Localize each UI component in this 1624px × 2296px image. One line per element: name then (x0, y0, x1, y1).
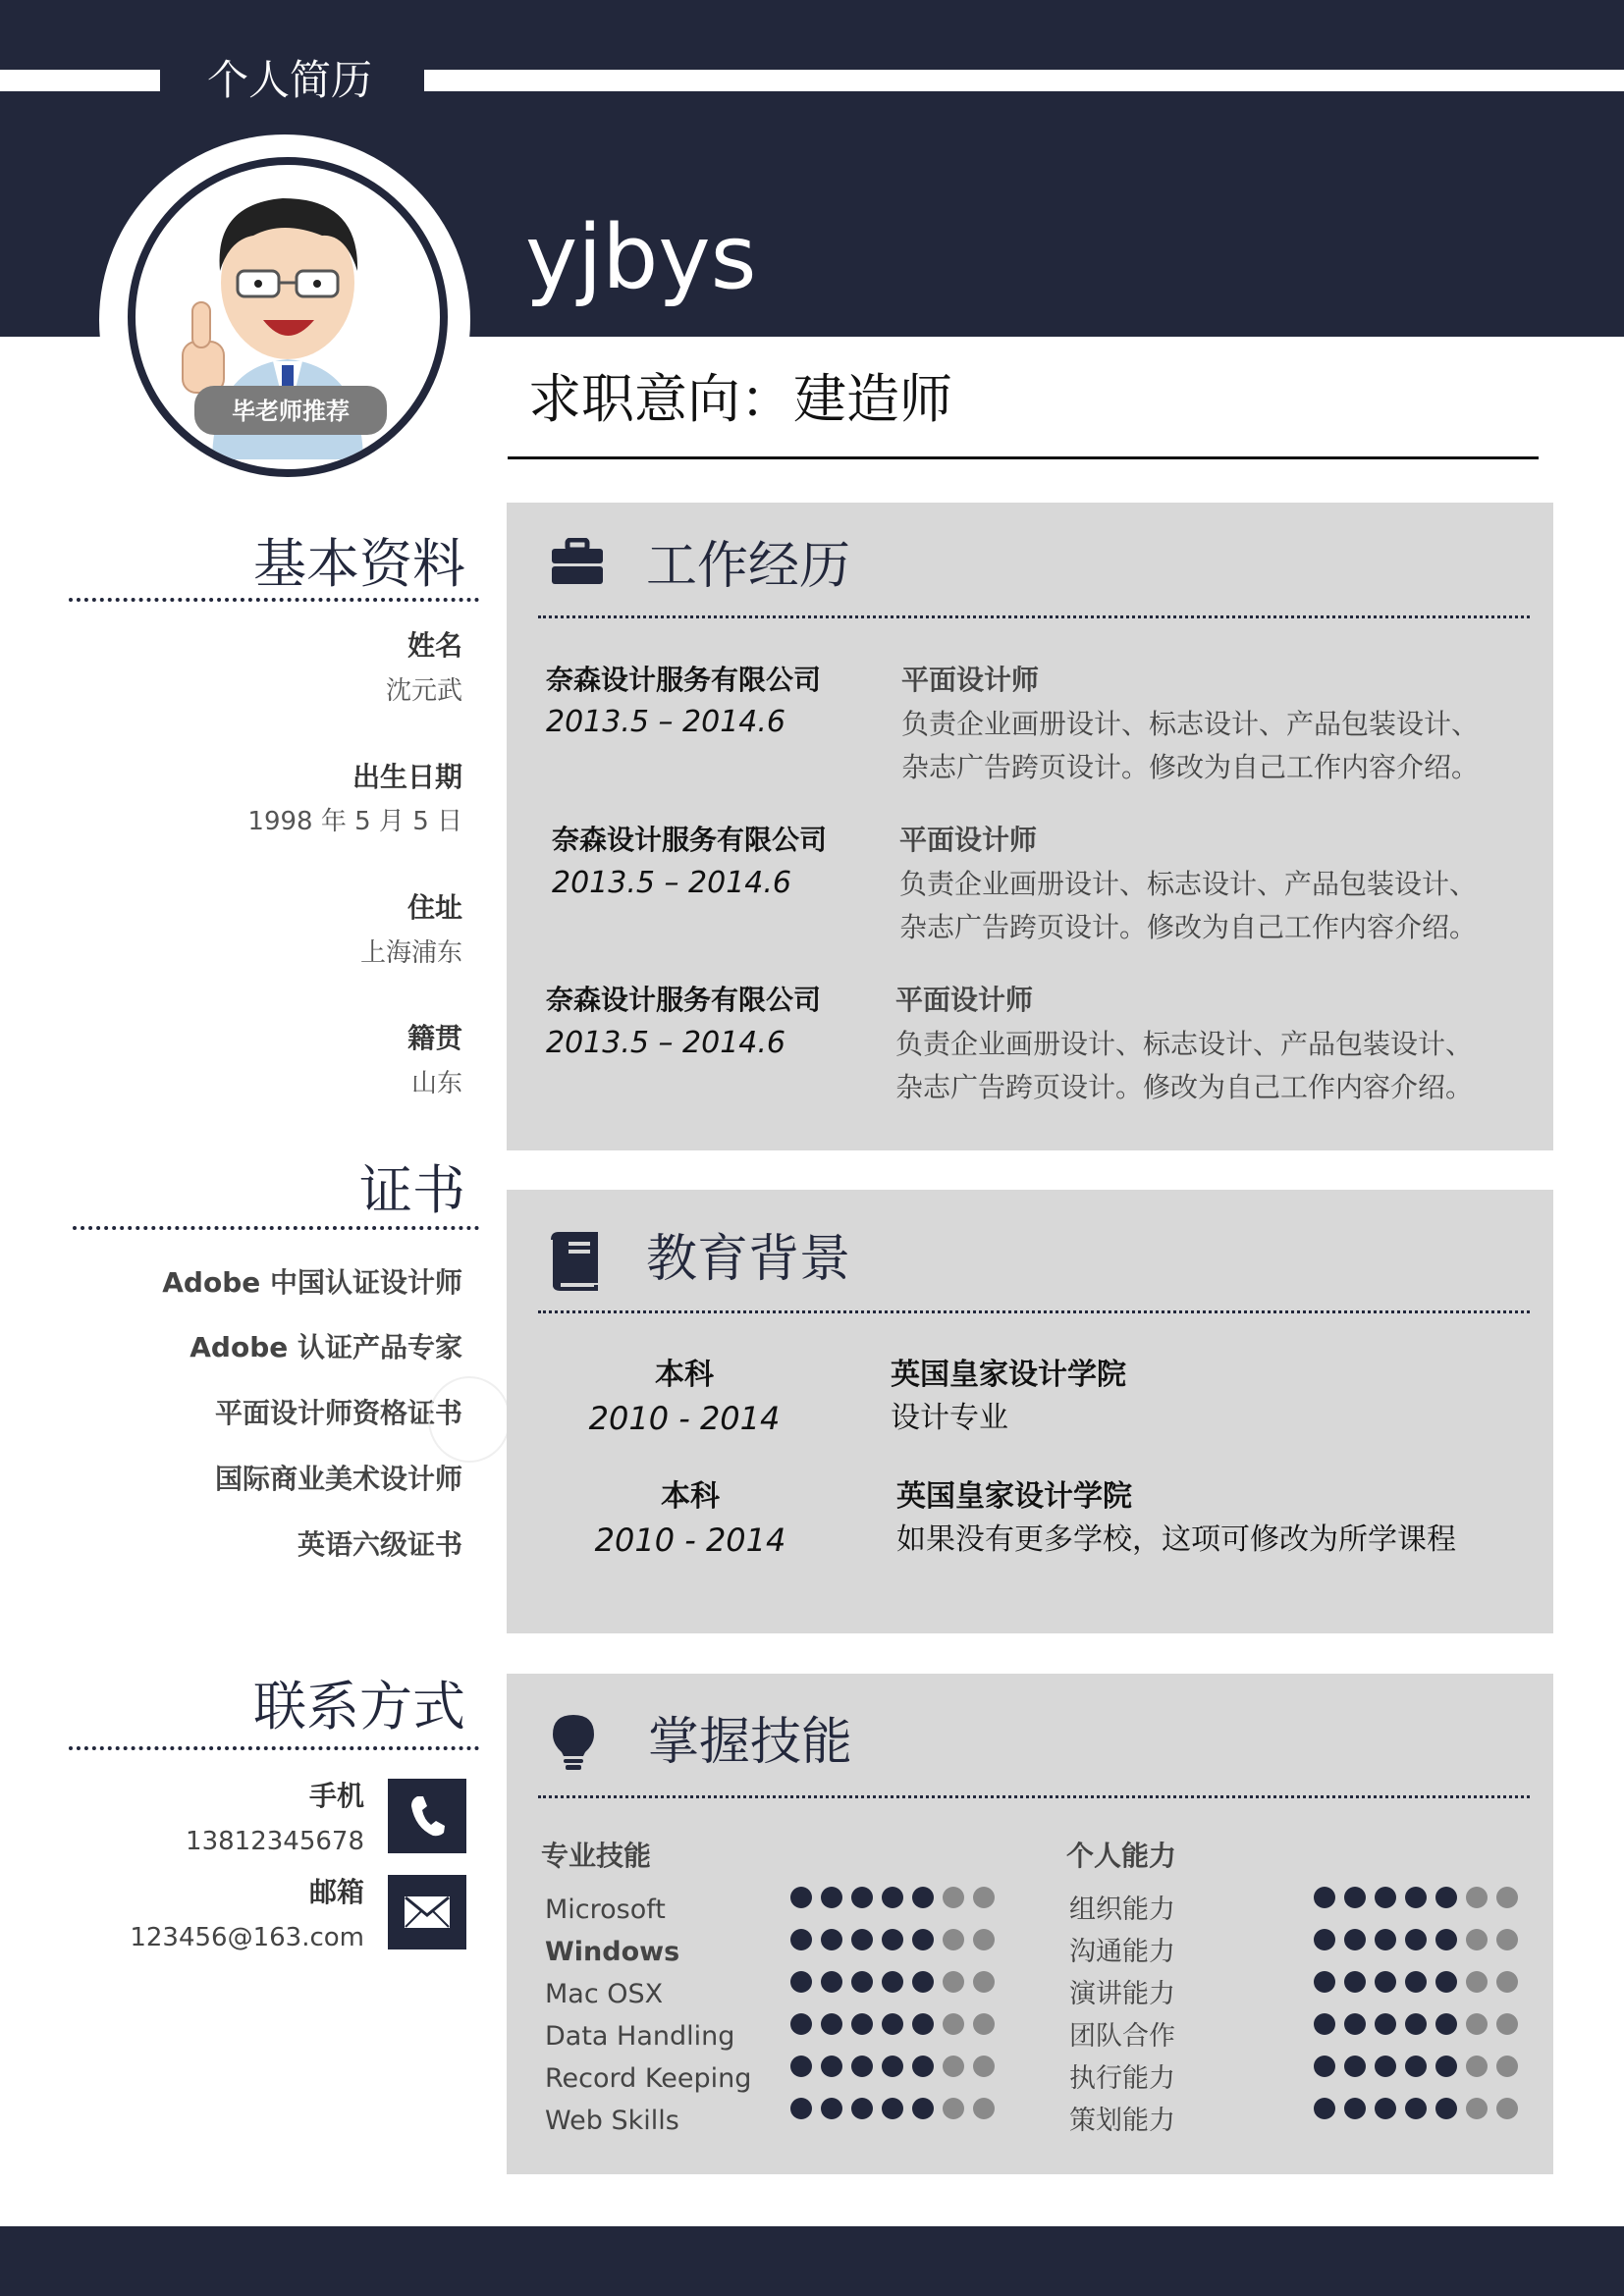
ability-label: 组织能力 (1069, 1895, 1175, 1925)
skills-heading: 掌握技能 (648, 1713, 853, 1772)
rating-dot-empty (943, 1971, 964, 1993)
skill-label: Windows (545, 1937, 680, 1967)
rating-dot-filled (1344, 2056, 1366, 2077)
phone-number[interactable]: 13812345678 (186, 1827, 364, 1856)
rating-dot-filled (851, 2056, 873, 2077)
rating-dot-filled (1344, 1971, 1366, 1993)
rating-dot-filled (912, 2013, 934, 2035)
rating-dot-filled (1375, 2056, 1396, 2077)
rating-dot-filled (1344, 1929, 1366, 1950)
professional-skills-heading: 专业技能 (541, 1840, 652, 1872)
edu-school: 英国皇家设计学院 (891, 1358, 1126, 1392)
work-title: 平面设计师 (899, 824, 1038, 856)
ability-rating (1314, 2013, 1518, 2035)
rating-dot-empty (943, 2013, 964, 2035)
skill-rating (790, 1887, 995, 1908)
skill-label: Mac OSX (545, 1979, 664, 2009)
rating-dot-filled (790, 2098, 812, 2119)
education-heading: 教育背景 (646, 1230, 851, 1289)
certificates-divider (73, 1226, 479, 1230)
phone-label: 手机 (308, 1780, 364, 1812)
work-heading: 工作经历 (646, 537, 851, 596)
rating-dot-filled (821, 2013, 842, 2035)
ability-rating (1314, 1929, 1518, 1950)
work-title: 平面设计师 (901, 664, 1040, 696)
rating-dot-empty (973, 2098, 995, 2119)
rating-dot-filled (790, 2013, 812, 2035)
skill-rating (790, 2098, 995, 2119)
rating-dot-filled (882, 1887, 903, 1908)
rating-dot-filled (851, 1929, 873, 1950)
header-stripe-right (424, 70, 1624, 91)
skill-label: Microsoft (545, 1895, 666, 1925)
rating-dot-filled (1435, 1971, 1457, 1993)
rating-dot-filled (790, 1887, 812, 1908)
work-period: 2013.5 – 2014.6 (546, 1026, 786, 1060)
phone-icon (407, 1794, 447, 1838)
rating-dot-empty (943, 1887, 964, 1908)
rating-dot-filled (1435, 1929, 1457, 1950)
watermark-seal (428, 1376, 511, 1463)
rating-dot-filled (851, 2098, 873, 2119)
edu-degree: 本科 (655, 1358, 714, 1392)
rating-dot-filled (1405, 2013, 1427, 2035)
rating-dot-filled (821, 2098, 842, 2119)
work-description: 负责企业画册设计、标志设计、产品包装设计、杂志广告跨页设计。修改为自己工作内容介绍。 (895, 1028, 1474, 1103)
email-icon-box (388, 1875, 466, 1949)
rating-dot-filled (1314, 1887, 1335, 1908)
rating-dot-filled (1314, 2013, 1335, 2035)
rating-dot-filled (790, 1929, 812, 1950)
rating-dot-filled (1435, 1887, 1457, 1908)
email-label: 邮箱 (308, 1876, 364, 1908)
rating-dot-empty (973, 1929, 995, 1950)
avatar-cartoon-icon (135, 165, 440, 469)
rating-dot-empty (1496, 2013, 1518, 2035)
work-title: 平面设计师 (895, 984, 1034, 1016)
rating-dot-empty (1496, 2098, 1518, 2119)
rating-dot-empty (1466, 2013, 1488, 2035)
rating-dot-empty (973, 2056, 995, 2077)
rating-dot-empty (973, 1971, 995, 1993)
rating-dot-empty (1466, 1887, 1488, 1908)
rating-dot-filled (1375, 1929, 1396, 1950)
field-value-address: 上海浦东 (359, 938, 462, 968)
rating-dot-filled (1344, 2013, 1366, 2035)
rating-dot-filled (882, 2098, 903, 2119)
ability-rating (1314, 2056, 1518, 2077)
phone-icon-box (388, 1779, 466, 1853)
education-divider (538, 1310, 1530, 1313)
work-description: 负责企业画册设计、标志设计、产品包装设计、杂志广告跨页设计。修改为自己工作内容介绍。 (899, 868, 1478, 943)
email-address[interactable]: 123456@163.com (130, 1923, 364, 1952)
footer-band (0, 2226, 1624, 2296)
rating-dot-filled (912, 2098, 934, 2119)
certificate-item: 国际商业美术设计师 (214, 1463, 462, 1495)
work-period: 2013.5 – 2014.6 (546, 705, 786, 739)
skill-label: Record Keeping (545, 2063, 752, 2094)
basic-info-heading: 基本资料 (253, 533, 465, 595)
work-company: 奈森设计服务有限公司 (546, 664, 822, 696)
rating-dot-filled (912, 1929, 934, 1950)
basic-info-divider (69, 598, 479, 602)
field-label-birthdate: 出生日期 (352, 761, 462, 793)
rating-dot-empty (1466, 1971, 1488, 1993)
rating-dot-empty (943, 2056, 964, 2077)
field-value-birthdate: 1998 年 5 月 5 日 (247, 807, 462, 836)
certificate-item: Adobe 认证产品专家 (189, 1331, 462, 1363)
skill-rating (790, 2056, 995, 2077)
ability-label: 执行能力 (1069, 2063, 1175, 2094)
work-description: 负责企业画册设计、标志设计、产品包装设计、杂志广告跨页设计。修改为自己工作内容介绍。 (901, 708, 1480, 783)
skill-label: Data Handling (545, 2021, 735, 2052)
personal-skills-heading: 个人能力 (1066, 1840, 1177, 1872)
rating-dot-empty (1496, 2056, 1518, 2077)
field-value-hometown: 山东 (410, 1069, 462, 1098)
ability-label: 策划能力 (1069, 2106, 1175, 2136)
rating-dot-filled (851, 1887, 873, 1908)
rating-dot-filled (882, 1971, 903, 1993)
certificate-item: 平面设计师资格证书 (214, 1397, 462, 1429)
ability-rating (1314, 1971, 1518, 1993)
rating-dot-filled (1375, 1971, 1396, 1993)
ability-label: 团队合作 (1069, 2021, 1175, 2052)
rating-dot-empty (1466, 2098, 1488, 2119)
rating-dot-filled (790, 2056, 812, 2077)
rating-dot-empty (1466, 2056, 1488, 2077)
rating-dot-filled (1435, 2098, 1457, 2119)
work-company: 奈森设计服务有限公司 (546, 984, 822, 1016)
intent-divider (508, 456, 1539, 459)
rating-dot-filled (912, 1887, 934, 1908)
rating-dot-empty (1496, 1929, 1518, 1950)
briefcase-icon (551, 538, 604, 585)
edu-degree: 本科 (661, 1479, 720, 1514)
field-label-address: 住址 (406, 891, 462, 924)
field-label-name: 姓名 (406, 629, 462, 662)
rating-dot-filled (882, 1929, 903, 1950)
rating-dot-filled (790, 1971, 812, 1993)
field-value-name: 沈元武 (385, 676, 462, 706)
field-label-hometown: 籍贯 (406, 1022, 462, 1054)
rating-dot-filled (1344, 1887, 1366, 1908)
mail-icon (404, 1896, 451, 1929)
rating-dot-filled (1375, 2098, 1396, 2119)
edu-school: 英国皇家设计学院 (896, 1479, 1132, 1514)
rating-dot-filled (912, 1971, 934, 1993)
rating-dot-filled (1314, 1929, 1335, 1950)
rating-dot-filled (1405, 2056, 1427, 2077)
book-icon (549, 1232, 600, 1291)
rating-dot-filled (851, 1971, 873, 1993)
rating-dot-filled (1435, 2013, 1457, 2035)
rating-dot-empty (973, 2013, 995, 2035)
contact-heading: 联系方式 (253, 1676, 465, 1737)
rating-dot-empty (1466, 1929, 1488, 1950)
skill-rating (790, 1929, 995, 1950)
rating-dot-filled (1375, 1887, 1396, 1908)
rating-dot-filled (1405, 2098, 1427, 2119)
rating-dot-filled (821, 2056, 842, 2077)
rating-dot-filled (1405, 1887, 1427, 1908)
header-stripe-left (0, 70, 160, 91)
edu-major: 如果没有更多学校，这项可修改为所学课程 (896, 1522, 1456, 1557)
rating-dot-filled (1344, 2098, 1366, 2119)
edu-years: 2010 - 2014 (594, 1522, 786, 1559)
rating-dot-filled (851, 2013, 873, 2035)
skills-divider (538, 1795, 1530, 1798)
rating-dot-filled (1435, 2056, 1457, 2077)
rating-dot-filled (821, 1929, 842, 1950)
avatar (128, 157, 448, 477)
work-divider (538, 615, 1530, 618)
avatar-badge: 毕老师推荐 (232, 398, 350, 425)
work-period: 2013.5 – 2014.6 (552, 866, 792, 900)
certificate-item: 英语六级证书 (297, 1528, 462, 1561)
rating-dot-empty (973, 1887, 995, 1908)
lightbulb-icon (551, 1713, 596, 1772)
rating-dot-filled (1405, 1929, 1427, 1950)
certificates-heading: 证书 (359, 1159, 465, 1221)
skill-label: Web Skills (545, 2106, 679, 2136)
applicant-name: yjbys (525, 206, 757, 309)
contact-divider (69, 1746, 479, 1750)
skill-rating (790, 1971, 995, 1993)
rating-dot-filled (821, 1971, 842, 1993)
resume-title: 个人简历 (206, 56, 372, 104)
rating-dot-filled (1375, 2013, 1396, 2035)
rating-dot-empty (943, 2098, 964, 2119)
rating-dot-empty (1496, 1971, 1518, 1993)
rating-dot-empty (1496, 1887, 1518, 1908)
certificate-item: Adobe 中国认证设计师 (162, 1266, 462, 1299)
edu-years: 2010 - 2014 (588, 1400, 781, 1437)
rating-dot-filled (912, 2056, 934, 2077)
rating-dot-filled (1314, 2098, 1335, 2119)
ability-label: 沟通能力 (1069, 1937, 1175, 1967)
rating-dot-filled (821, 1887, 842, 1908)
rating-dot-filled (1314, 2056, 1335, 2077)
work-company: 奈森设计服务有限公司 (552, 824, 828, 856)
rating-dot-filled (1405, 1971, 1427, 1993)
rating-dot-filled (1314, 1971, 1335, 1993)
edu-major: 设计专业 (891, 1401, 1008, 1435)
job-intent: 求职意向：建造师 (528, 368, 952, 430)
ability-label: 演讲能力 (1069, 1979, 1175, 2009)
rating-dot-filled (882, 2013, 903, 2035)
ability-rating (1314, 1887, 1518, 1908)
rating-dot-empty (943, 1929, 964, 1950)
ability-rating (1314, 2098, 1518, 2119)
skill-rating (790, 2013, 995, 2035)
rating-dot-filled (882, 2056, 903, 2077)
